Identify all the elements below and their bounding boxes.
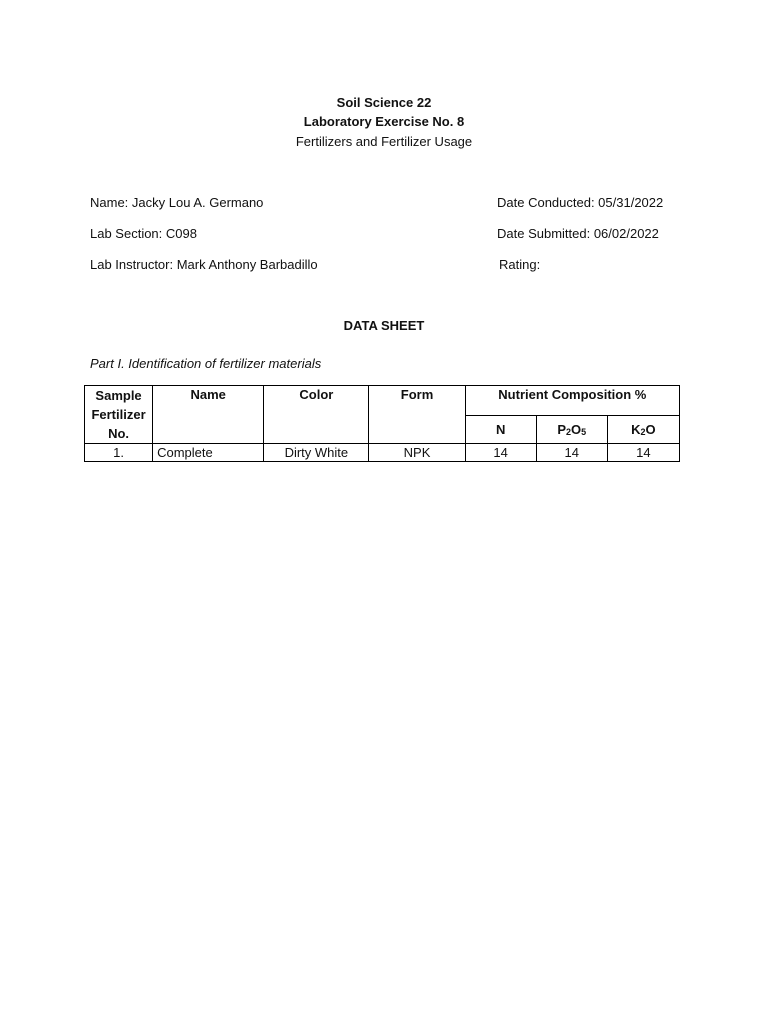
cell-name: Complete — [153, 444, 264, 462]
part1-heading: Part I. Identification of fertilizer materials — [90, 356, 322, 371]
table-row — [85, 444, 680, 462]
lab-section-field: Lab Section: C098 — [90, 226, 197, 241]
exercise-title: Laboratory Exercise No. 8 — [303, 114, 465, 129]
cell-sample-no: 1. — [85, 444, 153, 462]
date-submitted-field: Date Submitted: 06/02/2022 — [497, 226, 659, 241]
cell-k2o: 14 — [607, 444, 679, 462]
header-sample-no: Sample Fertilizer No. — [85, 386, 153, 444]
lab-instructor-field: Lab Instructor: Mark Anthony Barbadillo — [90, 257, 318, 272]
rating-field: Rating: — [499, 257, 541, 272]
cell-p2o5: 14 — [536, 444, 607, 462]
header-k2o: $K_2O$ — [607, 415, 679, 444]
fertilizer-table — [84, 385, 680, 462]
cell-form: NPK — [369, 444, 465, 462]
header-color: Color — [264, 386, 369, 444]
header-nutrient-composition: Nutrient Composition % — [465, 386, 679, 416]
data-sheet-title: DATA SHEET — [343, 318, 425, 333]
header-p2o5: $P_2O_5$ — [536, 415, 607, 444]
table-header-row — [85, 386, 680, 416]
cell-n: 14 — [465, 444, 536, 462]
date-conducted-field: Date Conducted: 05/31/2022 — [497, 195, 664, 210]
header-form: Form — [369, 386, 465, 444]
topic-title: Fertilizers and Fertilizer Usage — [295, 134, 473, 149]
course-title: Soil Science 22 — [336, 95, 432, 110]
name-field: Name: Jacky Lou A. Germano — [90, 195, 264, 210]
header-name: Name — [153, 386, 264, 444]
cell-color: Dirty White — [264, 444, 369, 462]
header-n: N — [465, 415, 536, 444]
